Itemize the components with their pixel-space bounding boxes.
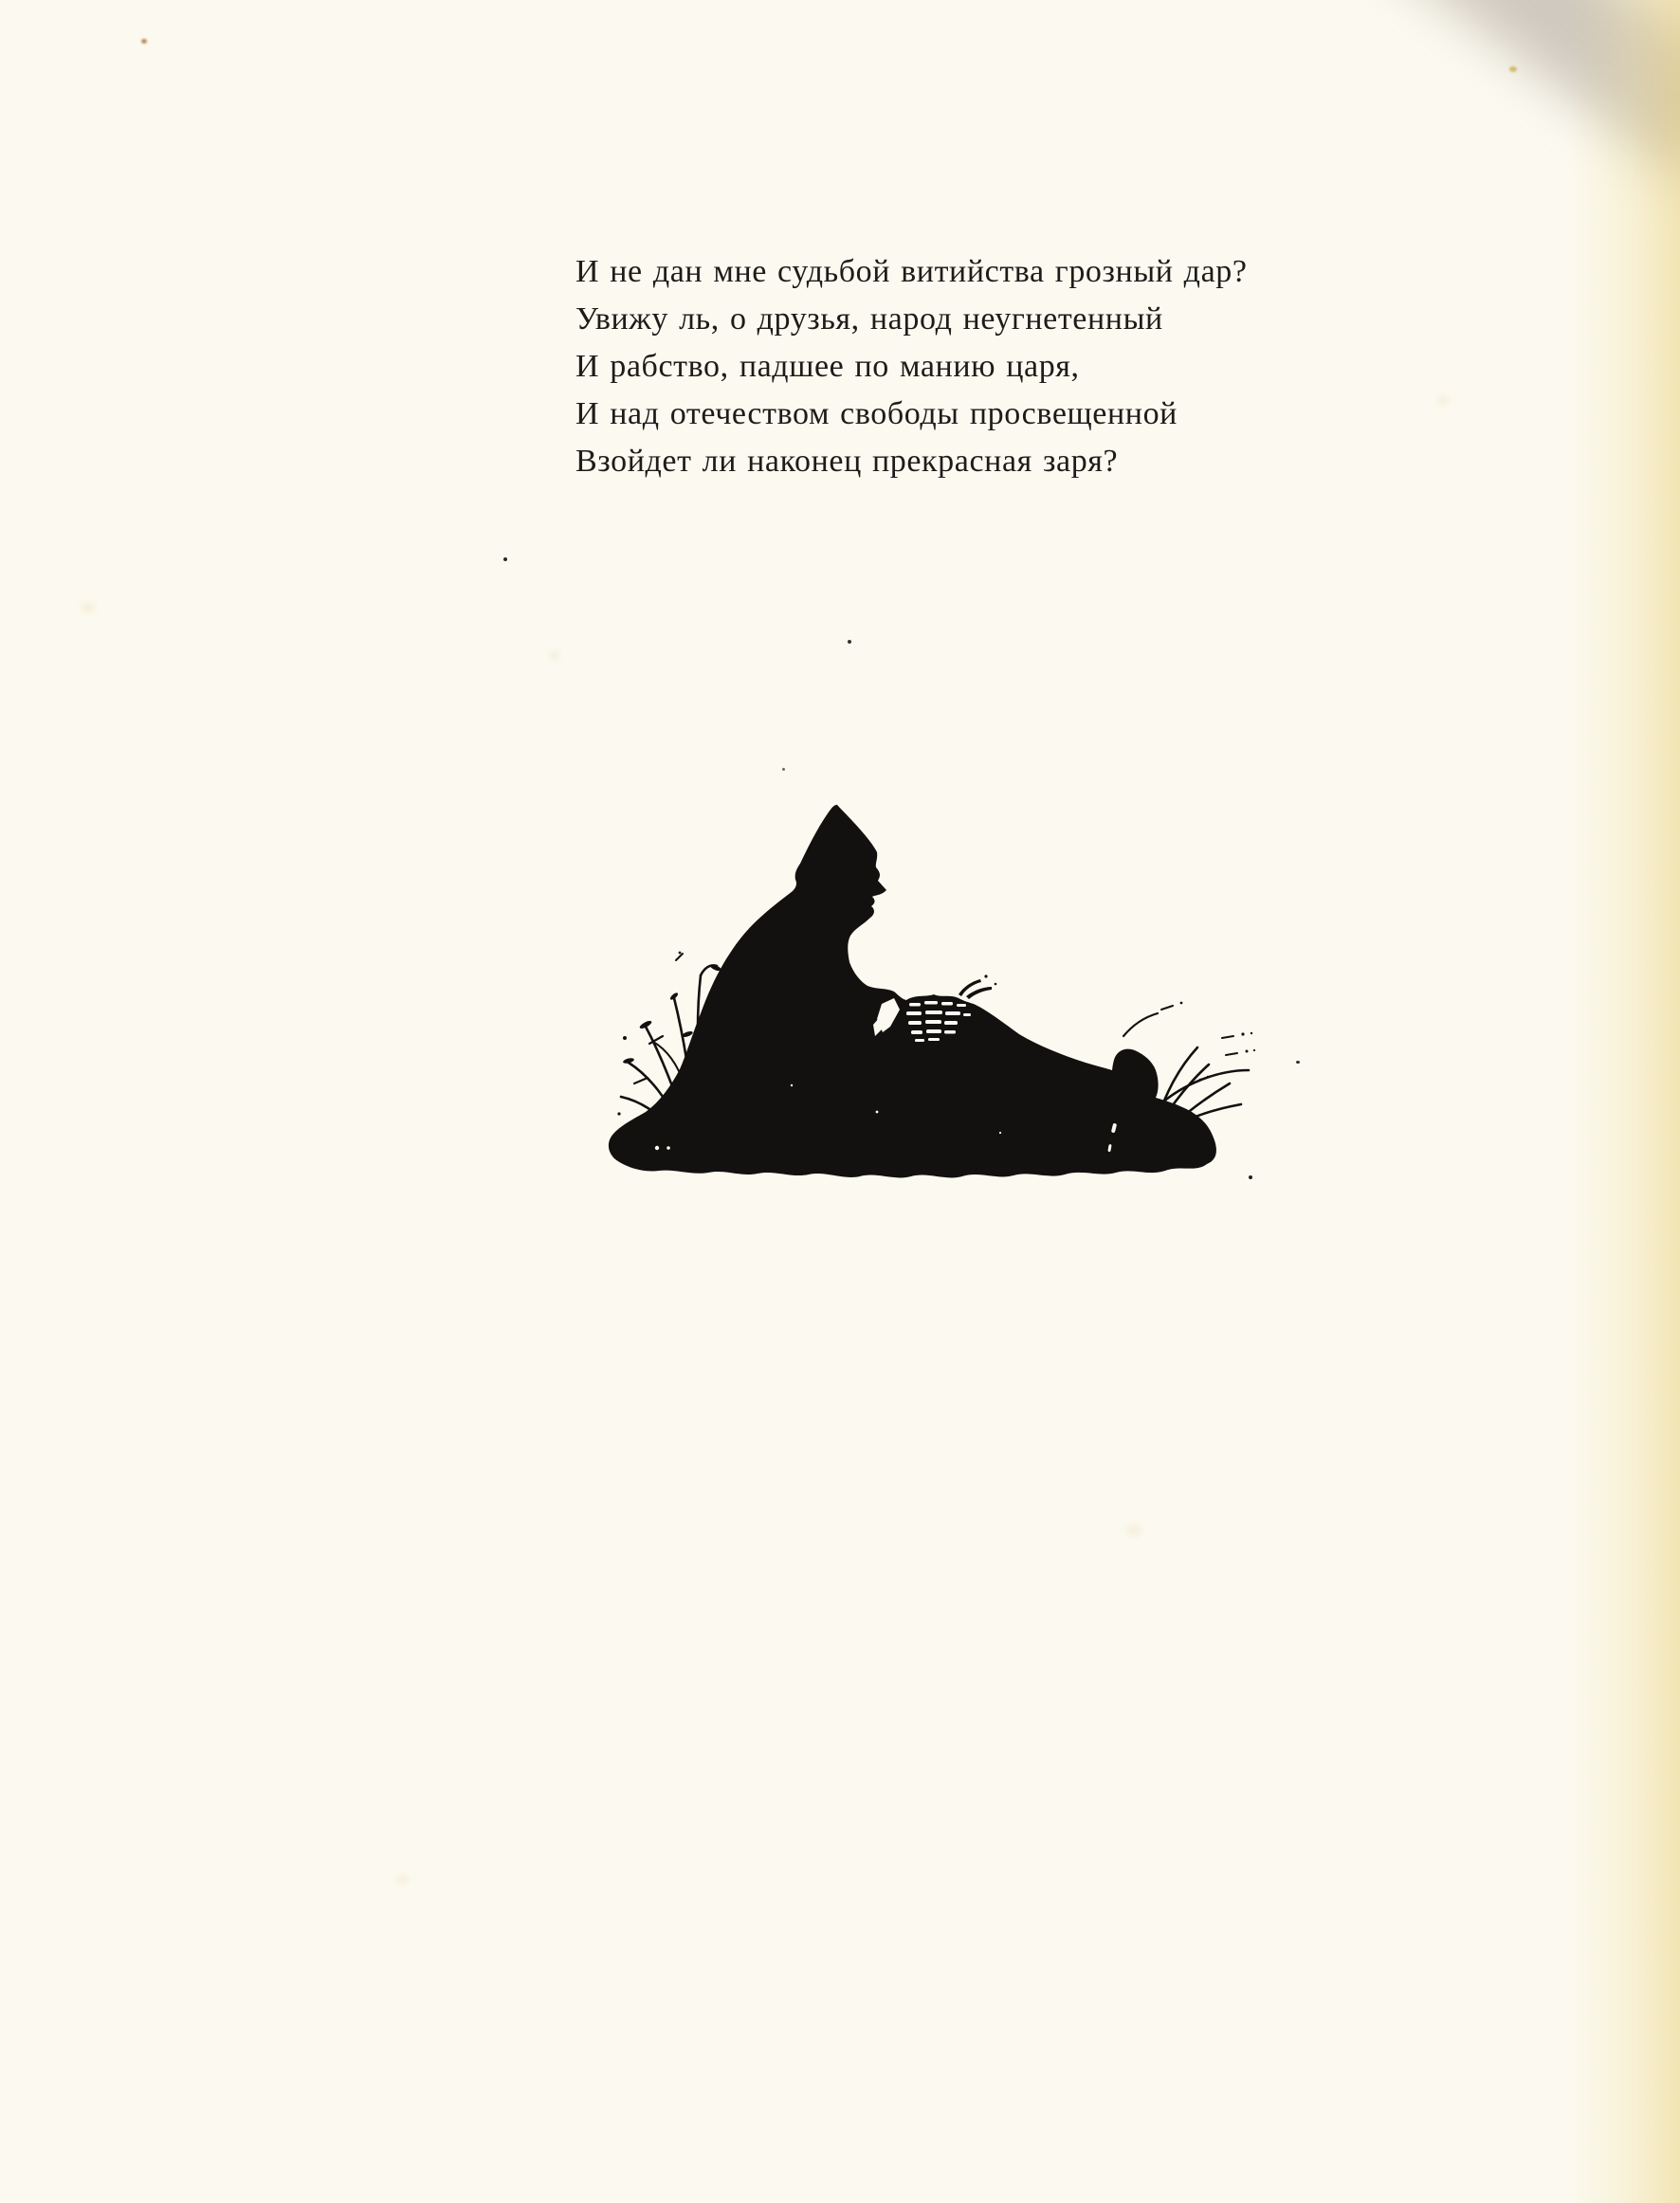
page-speck — [782, 768, 785, 771]
poem-line-2: Увижу ль, о друзья, народ неугнетенный — [575, 301, 1163, 337]
grass-seed — [617, 1112, 620, 1115]
poem-line-4: И над отечеством свободы просвещенной — [575, 396, 1178, 431]
basket-sprig — [966, 987, 992, 999]
grass-blade-left — [676, 954, 683, 960]
mound-pinhole — [791, 1084, 793, 1086]
grass-seed — [733, 1017, 737, 1021]
basket-weave-slit — [908, 1021, 922, 1025]
mound-pinhole — [876, 1111, 879, 1114]
basket-weave-slit — [909, 1003, 921, 1007]
poem-line-5: Взойдет ли наконец прекрасная заря? — [575, 444, 1119, 479]
basket-weave-slit — [906, 1011, 922, 1015]
grass-seed — [679, 952, 682, 955]
basket-weave-slit — [944, 1030, 956, 1034]
grass-blade-right — [1161, 1006, 1173, 1010]
grass-seed — [1246, 1050, 1249, 1053]
grass-blade-left — [634, 1078, 648, 1083]
basket-weave-slit — [915, 1039, 924, 1042]
silhouette-ink — [609, 805, 1255, 1177]
page-speck — [1509, 66, 1517, 72]
grass-seed — [1253, 1049, 1255, 1051]
basket-weave-slit — [925, 1010, 942, 1014]
page-speck — [141, 39, 147, 44]
grass-seed — [1180, 1002, 1183, 1005]
basket-sprig-dot — [984, 974, 987, 977]
page-speck — [1296, 1061, 1300, 1064]
basket-weave-slit — [911, 1030, 922, 1034]
poem-line-1: И не дан мне судьбой витийства грозный дар? — [575, 254, 1248, 289]
basket-weave-slit — [944, 1021, 958, 1025]
grass-seed — [623, 1036, 627, 1040]
basket-weave-slit — [925, 1020, 941, 1024]
page-edge-tint — [1566, 0, 1680, 2203]
page-speck — [848, 640, 851, 644]
foxing-spot — [82, 603, 95, 612]
basket-weave-slit — [957, 1004, 966, 1007]
foxing-spot — [396, 1875, 409, 1884]
poem-stanza — [575, 248, 1334, 485]
grass-blade-right — [1226, 1053, 1237, 1055]
basket-weave-slit — [926, 1029, 941, 1033]
grass-seed — [1251, 1032, 1252, 1034]
mound-pinhole — [667, 1146, 670, 1150]
basket-weave-slit — [928, 1038, 940, 1041]
poem-line-3: И рабство, падшее по манию царя, — [575, 349, 1080, 384]
silhouette-illustration — [593, 799, 1256, 1192]
grass-blade-right — [1123, 1013, 1158, 1036]
grass-seed — [1241, 1032, 1244, 1035]
page-corner-shadow — [1361, 0, 1680, 184]
basket-weave-slit — [924, 1001, 938, 1005]
foxing-spot — [1437, 396, 1449, 405]
basket-sprig-dot — [995, 983, 997, 986]
grass-blade-right — [1222, 1036, 1233, 1038]
mound-pinhole — [999, 1132, 1001, 1134]
foxing-spot — [1126, 1524, 1141, 1536]
mound-pinhole — [655, 1146, 659, 1150]
basket-weave-slit — [941, 1002, 953, 1006]
page-speck — [503, 557, 507, 561]
basket-weave-slit — [945, 1011, 960, 1015]
basket-weave-slit — [963, 1013, 971, 1016]
foxing-spot — [550, 652, 559, 659]
silhouette-svg — [593, 799, 1256, 1192]
